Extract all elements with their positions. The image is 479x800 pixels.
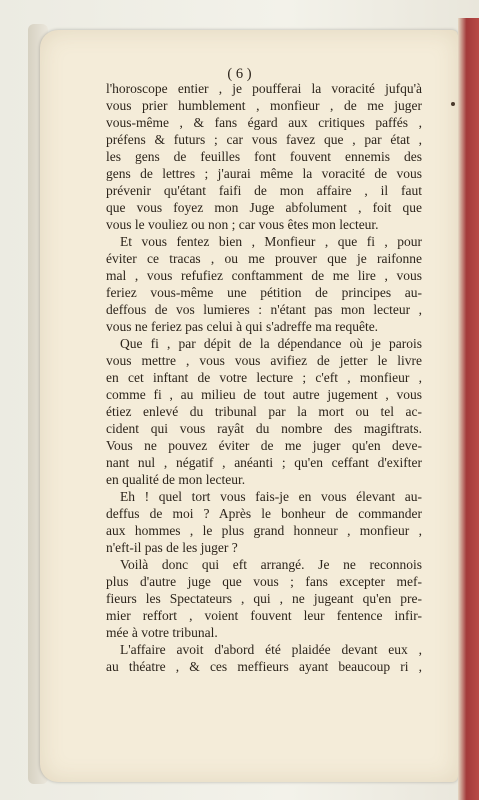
text-line: Que fi , par dépit de la dépendance où je parois: [120, 336, 422, 351]
ink-spot: [451, 102, 455, 106]
text-line: mée à votre tribunal.: [106, 625, 218, 640]
text-line: les gens de feuilles font fouvent ennemis des: [106, 149, 422, 164]
text-line: vous ne feriez pas celui à qui s'adreffe ma requête.: [106, 319, 379, 334]
page-text: [106, 80, 422, 675]
text-line: deffus de moi ? Après le bonheur de commander: [106, 506, 422, 521]
text-line: deffous de vos lumieres : n'étant pas mon lecteur ,: [106, 302, 422, 317]
text-line: vous-même , & fans égard aux critiques paffés ,: [106, 115, 422, 130]
text-line: en qualité de mon lecteur.: [106, 472, 246, 487]
text-line: cident qui vous rayât du nombre des magiftrats.: [106, 421, 422, 436]
text-line: Et vous fentez bien , Monfieur , que fi , pour: [120, 234, 422, 249]
text-line: préfens & futurs ; car vous favez que , par état ,: [106, 132, 422, 147]
book-cover-edge: [458, 18, 479, 800]
text-line: L'affaire avoit d'abord été plaidée devant eux ,: [120, 642, 422, 657]
page-number: ( 6 ): [227, 66, 252, 82]
text-line: n'eft-il pas de les juger ?: [106, 540, 238, 555]
text-line: fieurs les Spectateurs , qui , ne jugeant qu'en pre-: [106, 591, 422, 606]
text-line: nant nul , négatif , anéanti ; qu'en ceffant d'exifter: [106, 455, 422, 470]
text-line: étiez enlevé du tribunal par la mort ou tel ac-: [106, 404, 422, 419]
text-line: mal , vous refufiez conftamment de me lire , vous: [106, 268, 422, 283]
text-line: vous prier humblement , monfieur , de me juger: [106, 98, 422, 113]
text-line: Vous ne pouvez éviter de me juger qu'en deve-: [106, 438, 422, 453]
text-line: l'horoscope entier , je poufferai la voracité jufqu'à: [106, 81, 422, 96]
text-line: vous mettre , vous vous avifiez de jetter le livre: [106, 353, 422, 368]
text-line: prévenir qu'étant faifi de mon affaire , il faut: [106, 183, 422, 198]
text-line: comme fi , au milieu de tout autre jugement , vous: [106, 387, 422, 402]
text-line: en cet inftant de votre lecture ; c'eft , monfieur ,: [106, 370, 422, 385]
text-line: au théatre , & ces meffieurs ayant beaucoup ri ,: [106, 659, 422, 674]
text-line: que vous foyez mon Juge abfolument , foit que: [106, 200, 422, 215]
text-line: feriez vous-même une pétition de principes au-: [106, 285, 422, 300]
text-line: Voilà donc qui eft arrangé. Je ne reconnois: [120, 557, 422, 572]
text-line: Eh ! quel tort vous fais-je en vous élevant au-: [120, 489, 422, 504]
text-line: plus d'autre juge que vous ; fans excepter mef-: [106, 574, 422, 589]
text-line: gens de lettres ; j'aurai même la voracité de vous: [106, 166, 422, 181]
text-line: vous le vouliez ou non ; car vous êtes mon lecteur.: [106, 217, 379, 232]
text-line: éviter ce tracas , ou me prouver que je raifonne: [106, 251, 422, 266]
text-line: mier reffort , voient fouvent leur fentence infir-: [106, 608, 422, 623]
text-line: aux hommes , le plus grand honneur , monfieur ,: [106, 523, 422, 538]
